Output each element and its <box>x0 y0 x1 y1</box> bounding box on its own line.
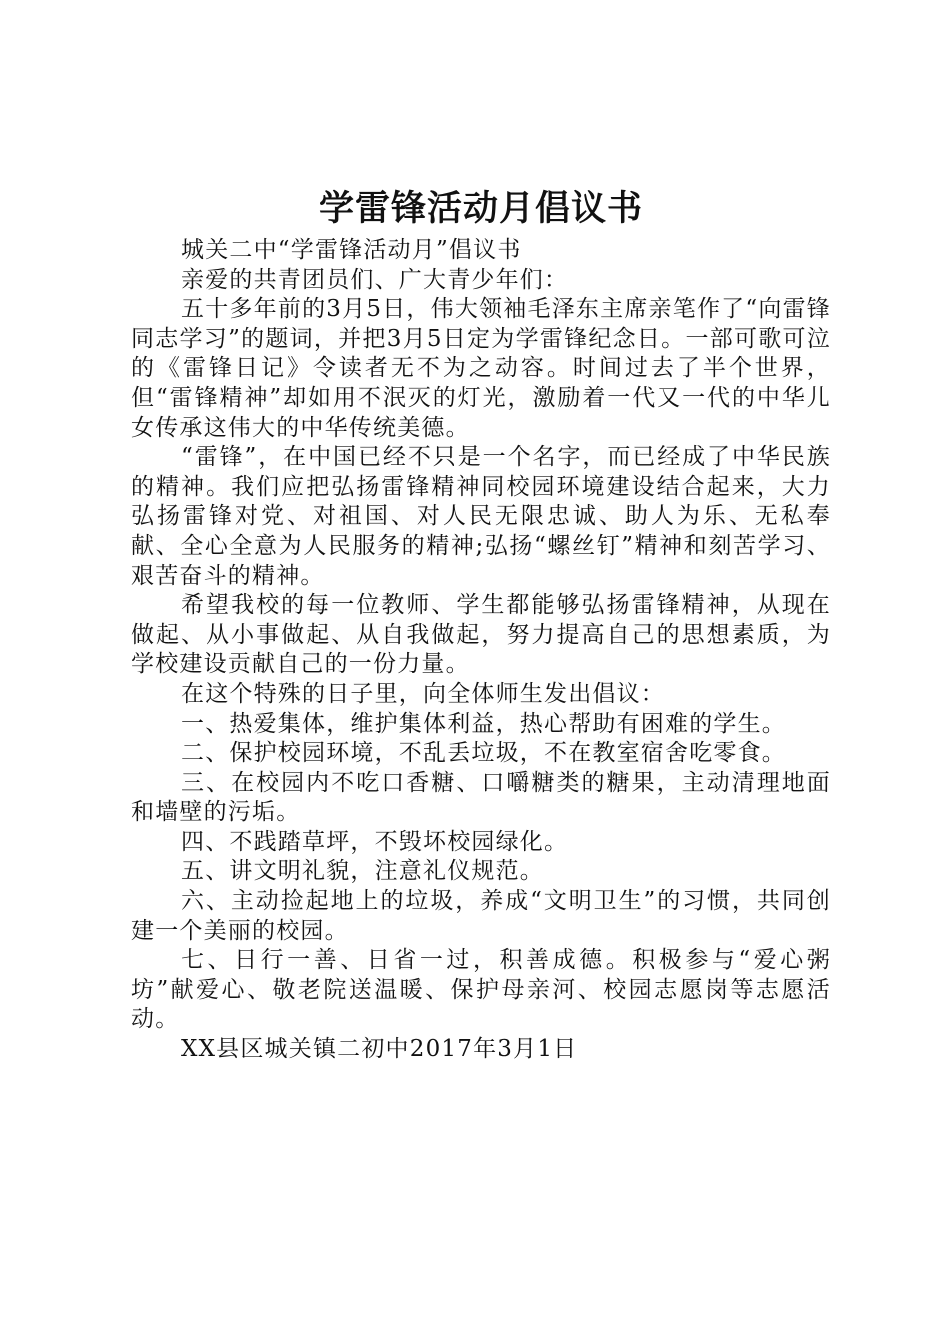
proposal-item-1: 一、热爱集体，维护集体利益，热心帮助有困难的学生。 <box>181 710 786 737</box>
document-title: 学雷锋活动月倡议书 <box>318 189 643 229</box>
proposal-item-6: 六、主动捡起地上的垃圾，养成“文明卫生”的习惯，共同创建一个美丽的校园。 <box>131 888 831 944</box>
proposal-item-5: 五、讲文明礼貌，注意礼仪规范。 <box>181 858 544 885</box>
salutation: 亲爱的共青团员们、广大青少年们： <box>181 266 569 293</box>
proposal-item-3: 三、在校园内不吃口香糖、口嚼糖类的糖果，主动清理地面和墙壁的污垢。 <box>131 769 831 826</box>
proposal-item-7: 七、日行一善、日省一过，积善成德。积极参与“爱心粥坊”献爱心、敬老院送温暖、保护母亲河、校园志愿岗等志愿活动。 <box>131 947 831 1033</box>
body-paragraph-3: 希望我校的每一位教师、学生都能够弘扬雷锋精神，从现在做起、从小事做起、从自我做起，努力提高自己的思想素质，为学校建设贡献自己的一份力量。 <box>131 592 831 678</box>
subtitle-line: 城关二中“学雷锋活动月”倡议书 <box>181 237 522 263</box>
signature-date: XX县区城关镇二初中2017年3月1日 <box>181 1036 578 1063</box>
proposal-intro: 在这个特殊的日子里，向全体师生发出倡议： <box>181 680 665 707</box>
body-paragraph-1: 五十多年前的3月5日，伟大领袖毛泽东主席亲笔作了“向雷锋同志学习”的题词，并把3月5日定为学雷锋纪念日。一部可歌可泣的《雷锋日记》令读者无不为之动容。时间过去了半个世界，但“雷锋精神”却如用不泯灭的灯光，激励着一代又一代的中华儿女传承这伟大的中华传统美德。 <box>131 296 831 441</box>
proposal-item-4: 四、不践踏草坪，不毁坏校园绿化。 <box>181 828 569 855</box>
document-page <box>131 186 831 1065</box>
body-paragraph-2: “雷锋”，在中国已经不只是一个名字，而已经成了中华民族的精神。我们应把弘扬雷锋精神同校园环境建设结合起来，大力弘扬雷锋对党、对祖国、对人民无限忠诚、助人为乐、无私奉献、全心全意为人民服务的精神;弘扬“螺丝钉”精神和刻苦学习、艰苦奋斗的精神。 <box>131 444 831 589</box>
proposal-item-2: 二、保护校园环境，不乱丢垃圾，不在教室宿舍吃零食。 <box>181 740 786 767</box>
